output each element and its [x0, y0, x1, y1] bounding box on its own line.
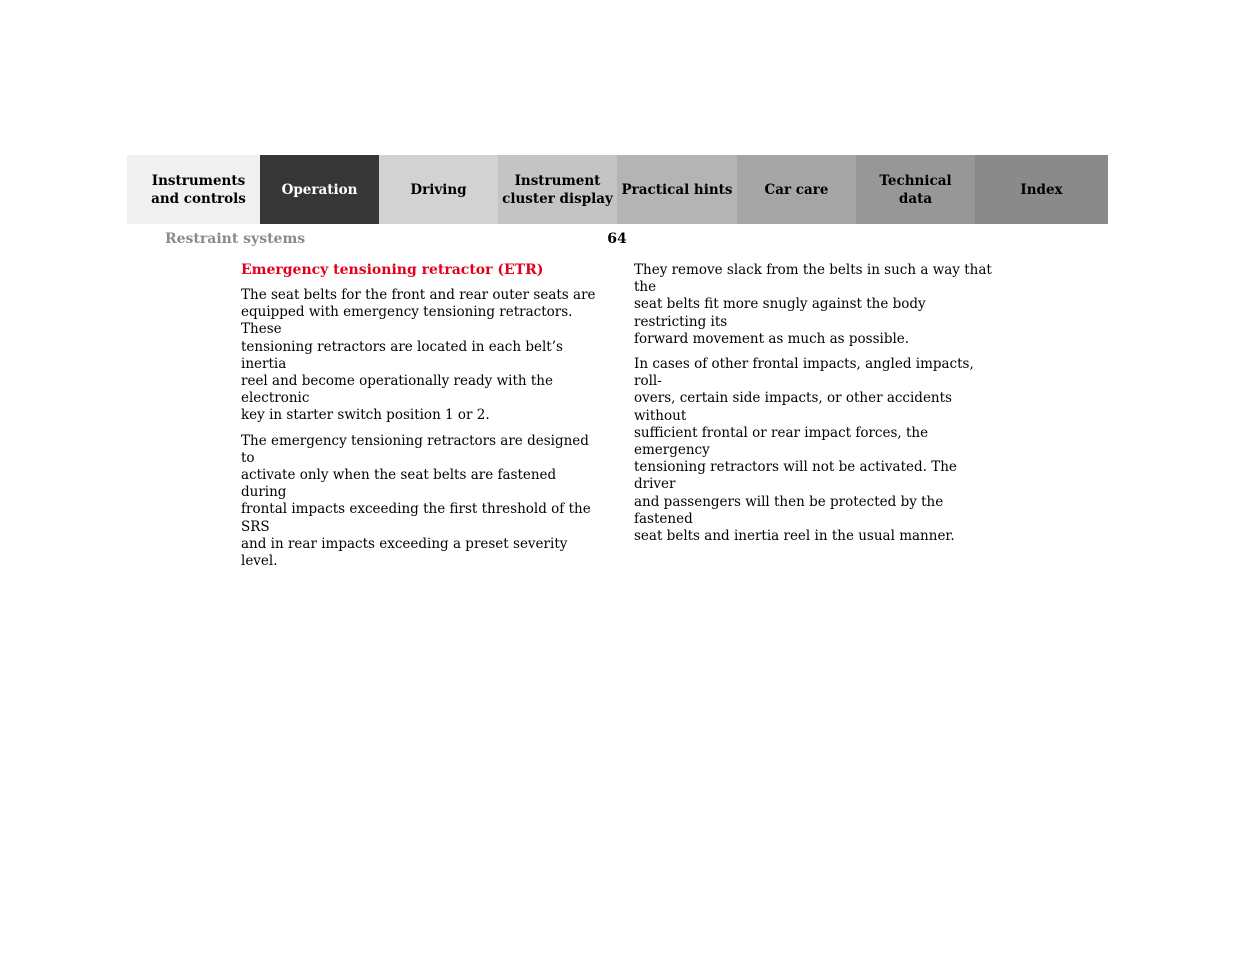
tab-label: Practical hints [621, 181, 733, 198]
left-column [241, 262, 603, 578]
tab-technical-data[interactable] [856, 155, 975, 224]
tab-practical-hints[interactable] [617, 155, 737, 224]
chapter-tab-bar [127, 155, 1108, 224]
tab-label: Technical data [879, 172, 952, 207]
section-title: Restraint systems [165, 231, 306, 247]
tab-driving[interactable] [379, 155, 498, 224]
body-paragraph: They remove slack from the belts in such a way that the seat belts fit more snugly against the body restricting its forward movement as much as possible. [634, 262, 992, 347]
tab-instrument-cluster-display[interactable] [498, 155, 617, 224]
tab-car-care[interactable] [737, 155, 856, 224]
tab-label: Instruments and controls [151, 172, 246, 207]
right-column [634, 262, 996, 553]
section-heading: Emergency tensioning retractor (ETR) [241, 262, 544, 278]
body-paragraph: In cases of other frontal impacts, angled impacts, roll- overs, certain side impacts, or other accidents without sufficient frontal or rear impact forces, the emergency tensioning retractors will not be activated. The driver and passengers will then be protected by the fastened seat belts and inertia reel in the usual manner. [634, 356, 974, 545]
body-paragraph: The seat belts for the front and rear outer seats are equipped with emergency tensioning retractors. These tensioning retractors are located in each belt’s inertia reel and become operationally ready with the electronic key in starter switch position 1 or 2. [241, 287, 596, 424]
tab-label: Driving [410, 181, 467, 198]
tab-label: Instrument cluster display [502, 172, 613, 207]
tab-label: Index [1020, 181, 1063, 198]
tab-label: Car care [764, 181, 829, 198]
tab-instruments-and-controls[interactable] [127, 155, 260, 224]
body-paragraph: The emergency tensioning retractors are designed to activate only when the seat belts are fastened during frontal impacts exceeding the first threshold of the SRS and in rear impacts exceeding a preset severity level. [241, 432, 591, 570]
tab-label: Operation [281, 181, 358, 198]
tab-operation[interactable] [260, 155, 379, 224]
tab-index[interactable] [975, 155, 1108, 224]
page-number: 64 [607, 231, 627, 247]
